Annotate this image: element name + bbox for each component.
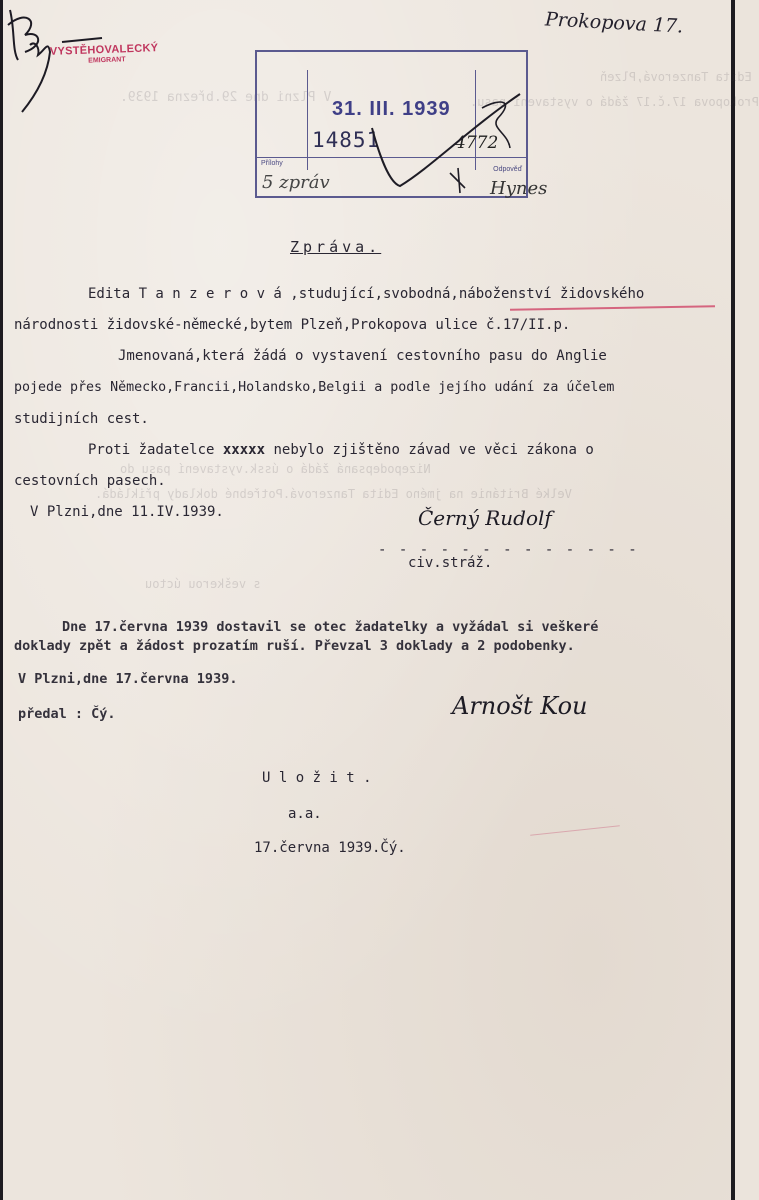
emigrant-stamp <box>50 42 159 66</box>
stamp-date: 31. III. 1939 <box>332 98 451 120</box>
body-line: Edita T a n z e r o v á ,studující,svobodná,náboženství židovského <box>88 286 645 302</box>
body-line: cestovních pasech. <box>14 473 166 489</box>
body-text: Proti žadatelce <box>88 442 215 458</box>
file-abbreviation: a.a. <box>288 806 322 822</box>
body-line: Jmenovaná,která žádá o vystavení cestovního pasu do Anglie <box>118 348 607 364</box>
signature: Černý Rudolf <box>418 506 552 530</box>
bleed-through-text: Velké Británie na jméno Edita Tanzerová.Potřebné doklady přikládá. <box>95 487 572 501</box>
note-line: doklady zpět a žádost prozatím ruší. Převzal 3 doklady a 2 podobenky. <box>14 638 575 654</box>
file-instruction: U l o ž i t . <box>262 770 372 786</box>
stamp-label: Odpověď <box>493 166 522 173</box>
handwritten-note: 5 zpráv <box>262 172 330 193</box>
stamp-label: Přílohy <box>261 160 283 167</box>
bleed-through-text: Prokopova 17.č.17 žádá o vystavení pasu. <box>470 95 759 109</box>
document-title: Zpráva. <box>290 238 382 256</box>
body-text: nebylo zjištěno závad ve věci zákona o <box>273 442 594 458</box>
stamp-cell <box>257 70 308 170</box>
stamp-line: VYSTĚHOVALECKÝ <box>49 42 159 58</box>
place-date: V Plzni,dne 11.IV.1939. <box>30 504 224 520</box>
handwritten-number: 4772 <box>455 133 499 153</box>
handwritten-address: Prokopova 17. <box>544 8 684 38</box>
closing-date: 17.června 1939.Čý. <box>254 840 406 856</box>
stamp-number: 14851 <box>312 128 381 152</box>
signer-role: civ.stráž. <box>408 555 493 571</box>
bleed-through-text: s veškerou úctou <box>145 577 261 591</box>
stamp-line: EMIGRANT <box>88 56 126 65</box>
bleed-through-text: V Plzni dne 29.března 1939. <box>120 90 332 105</box>
handwritten-initials: Hynes <box>490 178 548 199</box>
body-line: studijních cest. <box>14 411 149 427</box>
bleed-through-text: Edita Tanzerová,Plzeň <box>600 70 752 84</box>
body-line: národnosti židovské-německé,bytem Plzeň,Prokopova ulice č.17/II.p. <box>14 317 571 333</box>
body-line: pojede přes Německo,Francii,Holandsko,Belgii a podle jejího udání za účelem <box>14 380 615 395</box>
struck-text: xxxxx <box>222 442 266 458</box>
signature: Arnošt Kou <box>452 692 588 720</box>
body-line <box>88 442 594 458</box>
note-handed-over: předal : Čý. <box>18 706 116 722</box>
bleed-through-text: Nizepodepsaná žádá o ússk.vystavení pasu do <box>120 462 431 476</box>
note-line: Dne 17.června 1939 dostavil se otec žadatelky a vyžádal si veškeré <box>62 619 599 635</box>
signature-line: - - - - - - - - - - - - - <box>378 542 639 558</box>
note-place-date: V Plzni,dne 17.června 1939. <box>18 671 238 687</box>
